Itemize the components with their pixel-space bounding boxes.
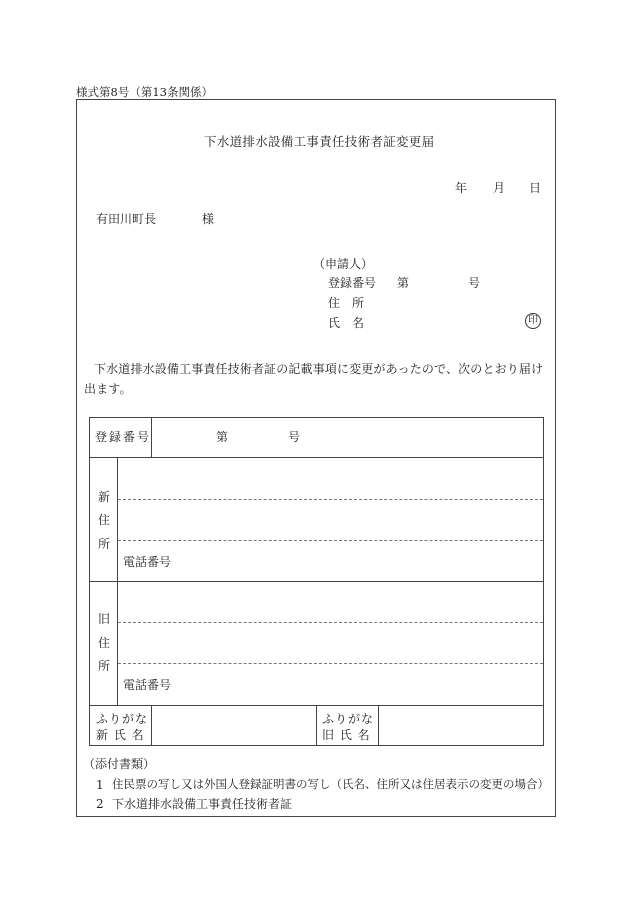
new-name-label: 新 氏 名 — [96, 728, 145, 742]
new-phone-label: 電話番号 — [123, 555, 172, 569]
addressee-name: 有田川町長 — [96, 212, 157, 226]
applicant-reg-go: 号 — [468, 276, 481, 290]
new-furigana-label: ふりがな — [96, 712, 149, 726]
applicant-name-label: 氏 名 — [328, 316, 365, 330]
new-address-char: 住 — [98, 513, 111, 527]
applicant-reg-label: 登録番号 — [328, 276, 377, 290]
old-phone-label: 電話番号 — [123, 678, 172, 692]
old-address-char: 旧 — [98, 612, 111, 626]
date-month: 月 — [493, 181, 506, 195]
attachment-num: 2 — [96, 797, 104, 811]
new-address-char: 所 — [98, 537, 111, 551]
addressee-honorific: 様 — [202, 212, 215, 226]
attachment-text: 下水道排水設備工事責任技術者証 — [112, 797, 293, 811]
attachment-num: 1 — [96, 778, 104, 792]
form-number: 様式第8号（第13条関係） — [76, 85, 213, 99]
applicant-heading: （申請人） — [313, 257, 374, 271]
table-reg-go: 号 — [288, 430, 301, 444]
applicant-address-label: 住 所 — [328, 296, 365, 310]
form-title: 下水道排水設備工事責任技術者証変更届 — [204, 134, 435, 149]
table-reg-label: 登録番号 — [95, 430, 152, 444]
old-address-char: 住 — [98, 636, 111, 650]
date-day: 日 — [529, 181, 542, 195]
seal-mark: 印 — [525, 313, 541, 329]
table-reg-dai: 第 — [216, 430, 229, 444]
old-address-char: 所 — [98, 659, 111, 673]
attachments-heading: （添付書類） — [83, 757, 156, 771]
old-name-label: 旧 氏 名 — [322, 728, 371, 742]
body-paragraph: 下水道排水設備工事責任技術者証の記載事項に変更があったので、次のとおり届け出ます。 — [84, 362, 544, 396]
new-address-char: 新 — [98, 490, 111, 504]
date-year: 年 — [455, 181, 468, 195]
attachment-text: 住民票の写し又は外国人登録証明書の写し（氏名、住所又は住居表示の変更の場合） — [112, 777, 549, 791]
applicant-reg-dai: 第 — [397, 276, 410, 290]
old-furigana-label: ふりがな — [322, 712, 375, 726]
